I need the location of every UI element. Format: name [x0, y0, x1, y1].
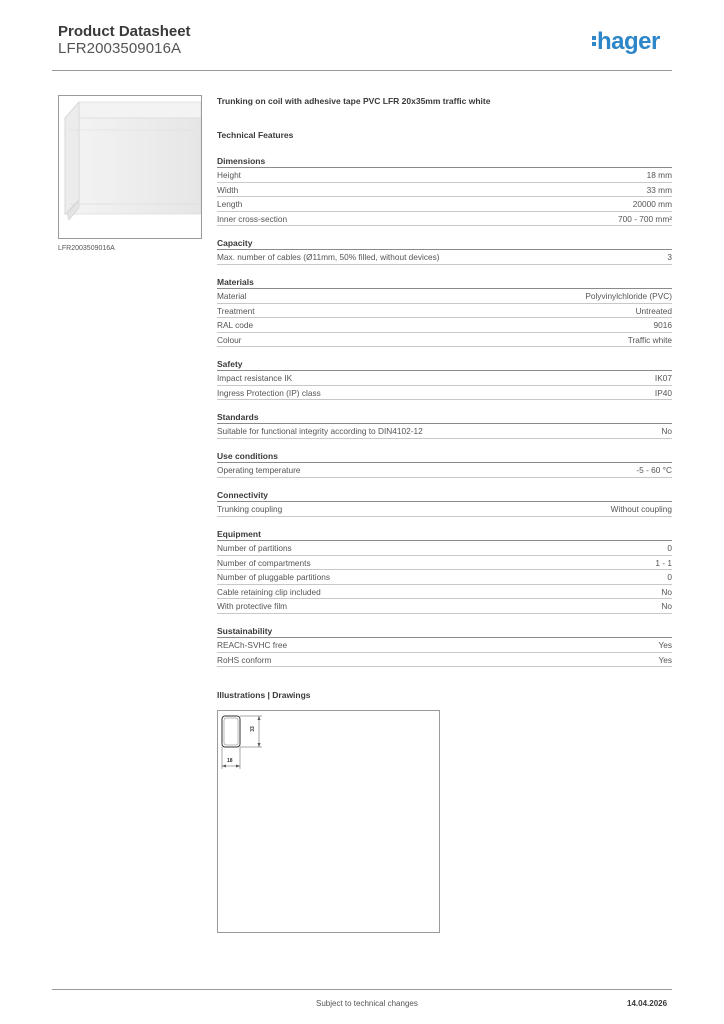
spec-row-max-cables — [217, 250, 672, 265]
spec-label: With protective film — [217, 601, 288, 612]
spec-label: Number of partitions — [217, 543, 292, 553]
spec-row-trunking-coupling — [217, 502, 672, 517]
section-connectivity — [217, 489, 672, 517]
spec-label: Treatment — [217, 305, 255, 316]
spec-label: Length — [217, 199, 243, 210]
spec-row-colour — [217, 333, 672, 348]
spec-row-partitions — [217, 541, 672, 556]
section-sustainability — [217, 625, 672, 667]
spec-row-cable-clip — [217, 585, 672, 600]
spec-row-material — [217, 289, 672, 304]
spec-value: Without coupling — [610, 504, 672, 514]
spec-value: Yes — [658, 654, 672, 665]
illustrations-heading: Illustrations | Drawings — [217, 690, 311, 700]
spec-label: Ingress Protection (IP) class — [217, 387, 321, 398]
spec-row-reach — [217, 638, 672, 653]
section-title: Capacity — [217, 237, 672, 250]
page-title: Product Datasheet — [58, 23, 191, 40]
spec-value: IK07 — [654, 373, 672, 383]
spec-value: No — [661, 601, 672, 612]
spec-value: 18 mm — [646, 170, 672, 180]
spec-label: Suitable for functional integrity according to DIN4102-12 — [217, 426, 423, 436]
spec-row-treatment — [217, 304, 672, 319]
spec-label: Cable retaining clip included — [217, 586, 321, 597]
spec-value: Yes — [658, 640, 672, 650]
section-title: Standards — [217, 411, 672, 424]
spec-row-ip-class — [217, 386, 672, 401]
section-title: Safety — [217, 358, 672, 371]
technical-features-heading: Technical Features — [217, 130, 294, 140]
spec-value: 1 - 1 — [655, 557, 672, 568]
section-title: Materials — [217, 276, 672, 289]
spec-label: Operating temperature — [217, 465, 301, 475]
section-title: Equipment — [217, 528, 672, 541]
spec-row-ral-code — [217, 318, 672, 333]
spec-label: Width — [217, 184, 239, 195]
spec-value: 700 - 700 mm² — [618, 213, 672, 224]
spec-row-pluggable-partitions — [217, 570, 672, 585]
spec-label: Inner cross-section — [217, 213, 288, 224]
cross-section-drawing — [218, 711, 439, 932]
spec-row-inner-cross-section — [217, 212, 672, 227]
section-title: Sustainability — [217, 625, 672, 638]
section-equipment — [217, 528, 672, 614]
spec-label: RoHS conform — [217, 654, 272, 665]
spec-label: Number of pluggable partitions — [217, 572, 330, 583]
section-capacity — [217, 237, 672, 265]
spec-value: Traffic white — [627, 334, 672, 345]
spec-value: 3 — [667, 252, 672, 262]
footer-date: 14.04.2026 — [627, 999, 668, 1008]
spec-value: 33 mm — [646, 184, 672, 195]
spec-value: No — [661, 586, 672, 597]
spec-label: Max. number of cables (Ø11mm, 50% filled, without devices) — [217, 252, 440, 262]
dim-width-label: 18 — [227, 758, 233, 764]
spec-row-height — [217, 168, 672, 183]
section-safety — [217, 358, 672, 400]
spec-label: RAL code — [217, 320, 254, 331]
spec-row-rohs — [217, 653, 672, 668]
section-standards — [217, 411, 672, 439]
spec-row-impact-resistance — [217, 371, 672, 386]
trunking-illustration — [59, 96, 201, 238]
spec-value: 0 — [667, 543, 672, 553]
spec-label: Height — [217, 170, 241, 180]
spec-value: 9016 — [653, 320, 672, 331]
spec-row-width — [217, 183, 672, 198]
spec-value: No — [661, 426, 672, 436]
spec-value: 20000 mm — [632, 199, 672, 210]
product-description: Trunking on coil with adhesive tape PVC LFR 20x35mm traffic white — [217, 96, 491, 106]
spec-label: Colour — [217, 334, 242, 345]
footer-divider — [52, 989, 672, 990]
logo-text: hager — [597, 28, 660, 55]
spec-value: Polyvinylchloride (PVC) — [585, 291, 672, 301]
spec-value: 0 — [667, 572, 672, 583]
spec-value: Untreated — [635, 305, 672, 316]
section-use-conditions — [217, 450, 672, 478]
section-materials — [217, 276, 672, 347]
section-title: Use conditions — [217, 450, 672, 463]
spec-label: Impact resistance IK — [217, 373, 293, 383]
product-code: LFR2003509016A — [58, 40, 182, 57]
brand-logo — [592, 28, 660, 56]
spec-value: -5 - 60 °C — [636, 465, 672, 475]
spec-row-compartments — [217, 556, 672, 571]
spec-row-operating-temperature — [217, 463, 672, 478]
spec-label: Material — [217, 291, 247, 301]
image-caption: LFR2003509016A — [58, 245, 115, 252]
header-divider — [52, 70, 672, 71]
spec-label: REACh-SVHC free — [217, 640, 288, 650]
spec-label: Trunking coupling — [217, 504, 283, 514]
technical-drawing — [217, 710, 440, 933]
dim-height-label: 33 — [249, 726, 256, 732]
spec-label: Number of compartments — [217, 557, 311, 568]
section-title: Connectivity — [217, 489, 672, 502]
logo-dots-icon — [592, 34, 596, 48]
footer-note: Subject to technical changes — [316, 999, 418, 1008]
section-dimensions — [217, 155, 672, 226]
product-image — [58, 95, 202, 239]
section-title: Dimensions — [217, 155, 672, 168]
spec-row-length — [217, 197, 672, 212]
spec-row-protective-film — [217, 599, 672, 614]
spec-value: IP40 — [654, 387, 672, 398]
spec-row-functional-integrity — [217, 424, 672, 439]
